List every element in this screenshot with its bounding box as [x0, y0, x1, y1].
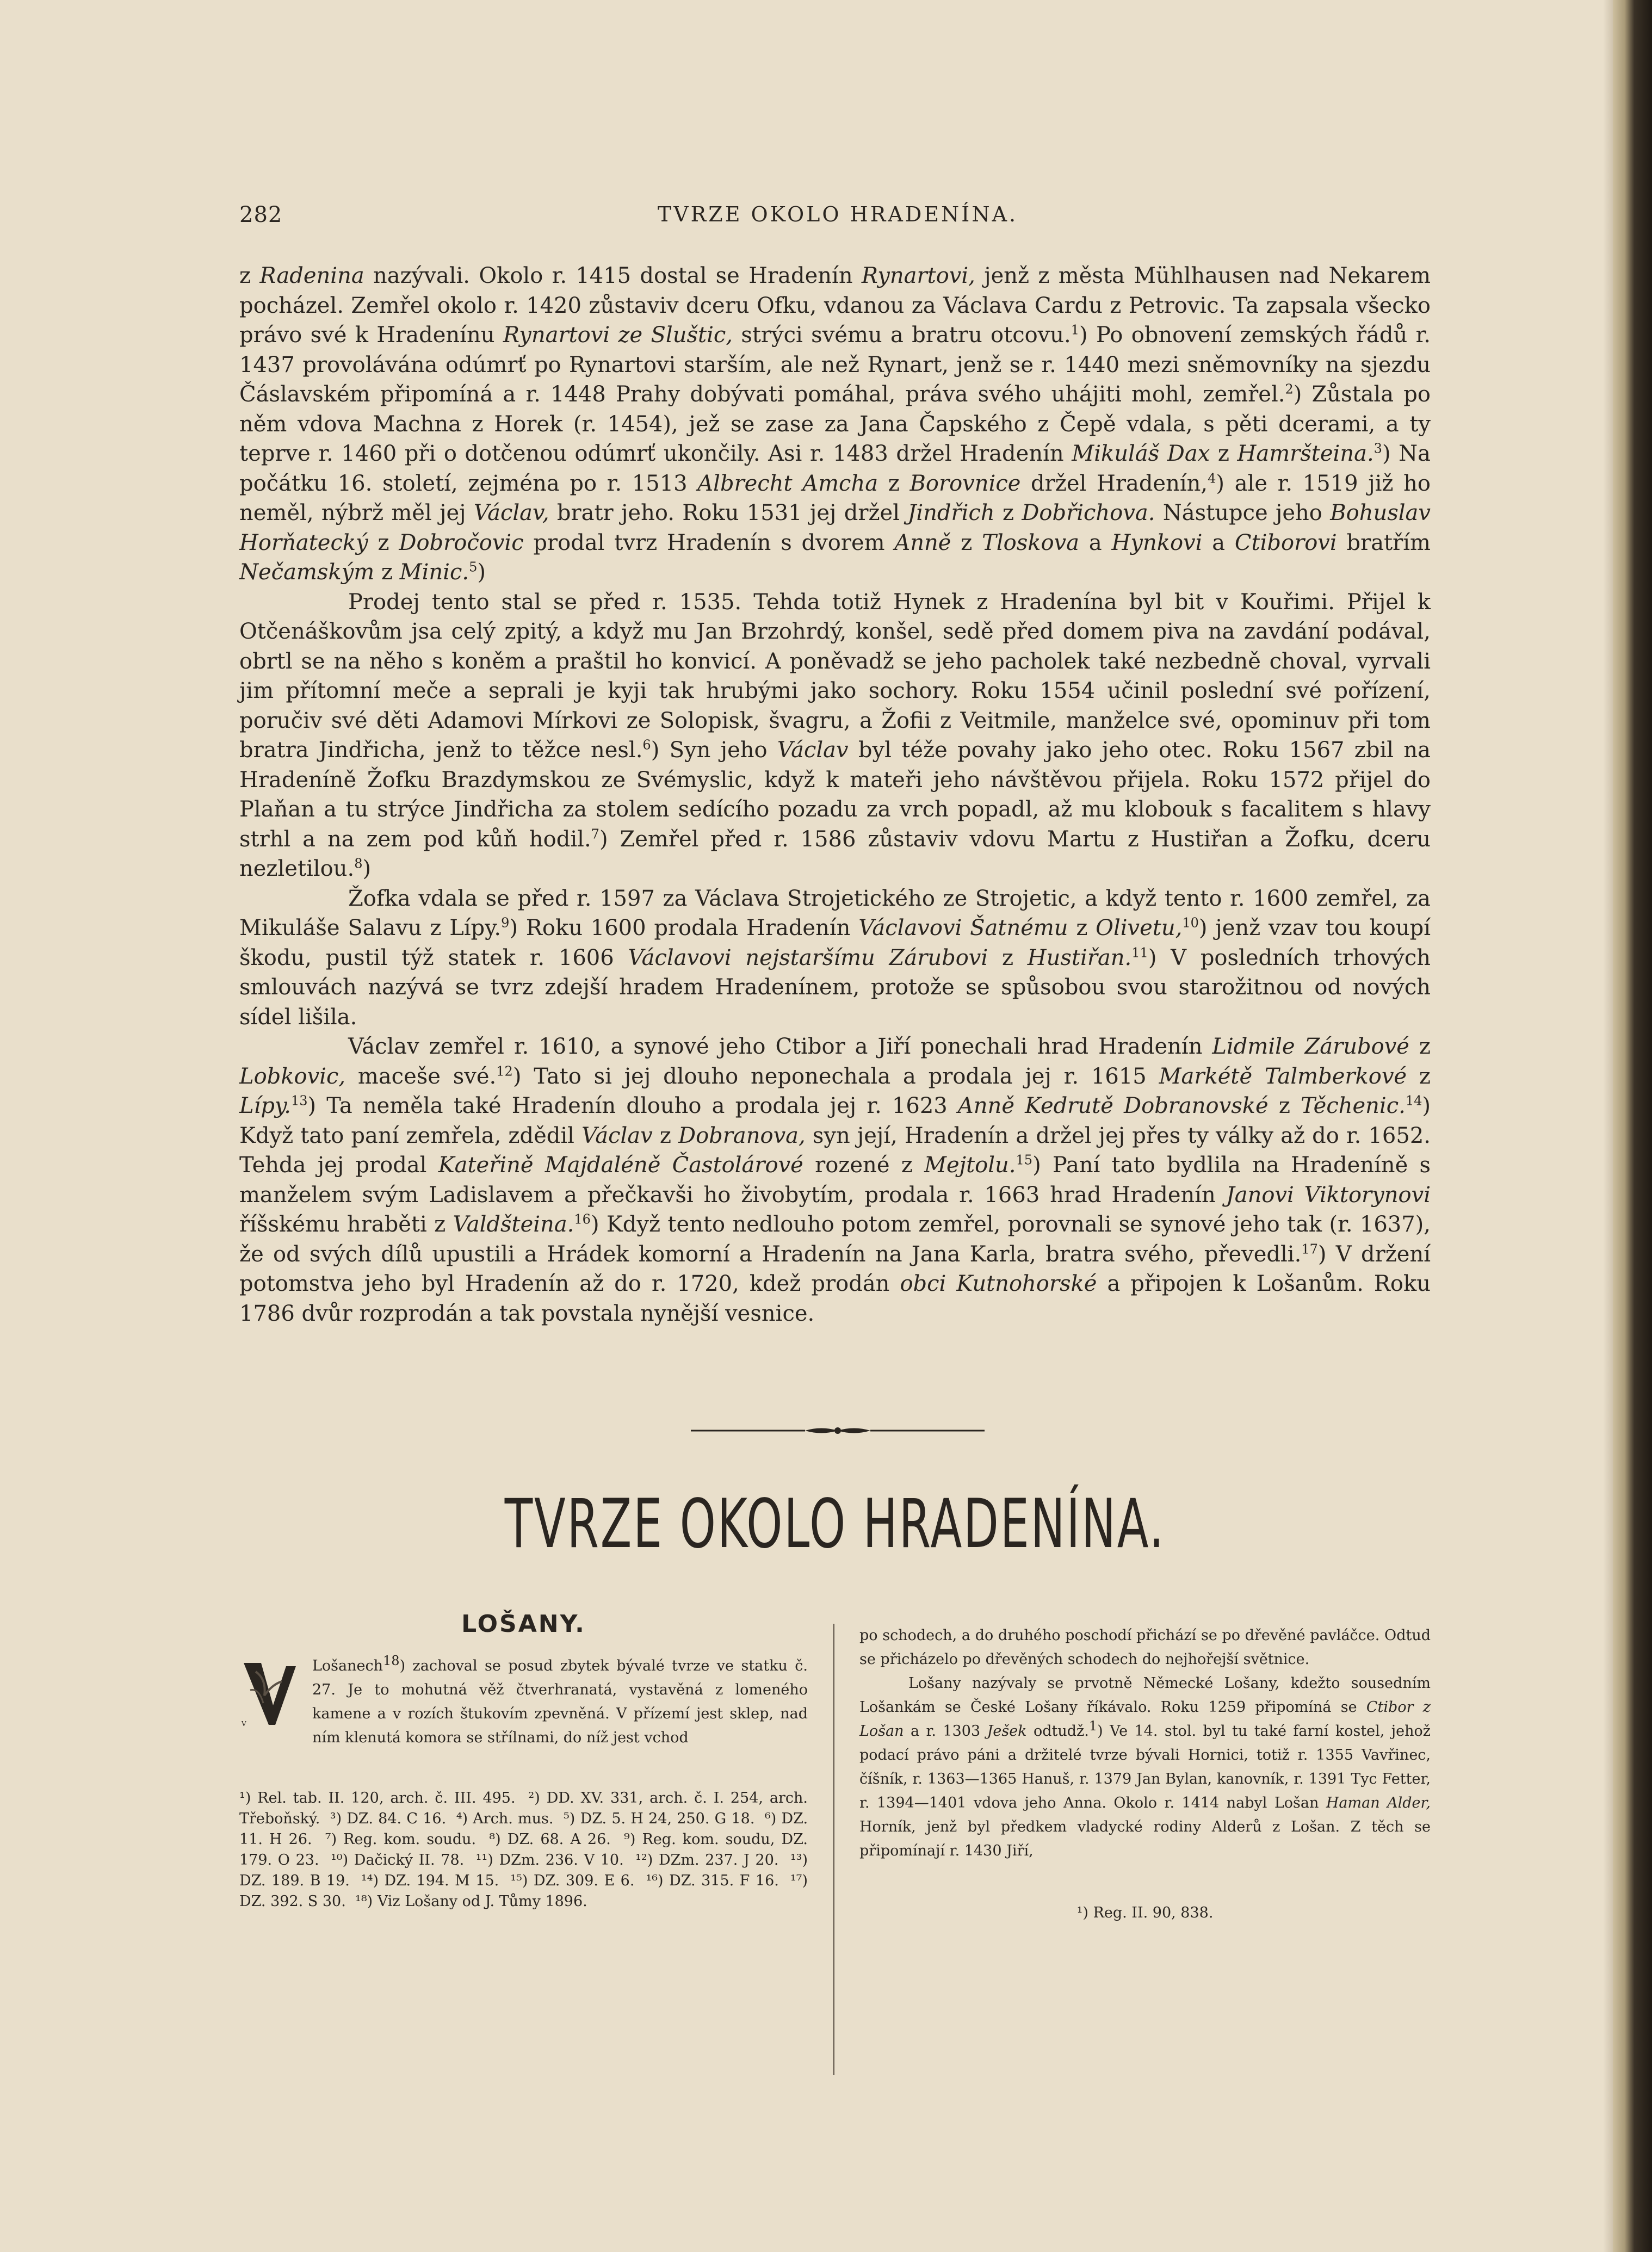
text: z — [1409, 1034, 1431, 1059]
text-italic: Olivetu, — [1096, 915, 1183, 941]
text: Nástupce jeho — [1155, 500, 1331, 525]
right-column — [859, 1624, 1431, 1925]
footnote: ¹²) DZm. 237. J 20. — [635, 1852, 779, 1869]
text: ) Zůstala po něm vdova Machna z Horek (r. 1454), jež se zase za Jana Čapského z Čepě vdala, s pěti dcerami, a ty teprve r. 1460 při o dotčenou odúmrť ukončily. Asi r. 1483 držel Hradenín — [239, 382, 1431, 466]
right-paragraph-2 — [859, 1672, 1431, 1863]
text: syn její, Hradenín a držel jej přes ty války až do r. 1652. Tehda jej prodal — [239, 1123, 1431, 1178]
footnote-ref: 3 — [1373, 441, 1382, 456]
footnote-ref: 5 — [469, 559, 478, 575]
footnote: ⁴) Arch. mus. — [456, 1810, 554, 1827]
footnote: ¹⁰) Dačický II. 78. — [330, 1852, 465, 1869]
text: ) V držení potomstva jeho byl Hradenín až do r. 1720, kdež prodán — [239, 1241, 1431, 1296]
paragraph-1 — [239, 261, 1431, 587]
footnote-ref: 14 — [1405, 1093, 1422, 1109]
gutter-shadow — [1603, 0, 1613, 2252]
footnote-ref: 7 — [591, 826, 599, 842]
text-italic: Bohuslav Horňatecký — [239, 500, 1431, 555]
text-italic: Ctibor z Lošan — [859, 1699, 1431, 1740]
main-text — [239, 261, 1431, 1328]
text-italic: Václavovi nejstaršímu Zárubovi — [628, 945, 988, 970]
text: z — [1210, 441, 1238, 466]
text-italic: Dobranova, — [678, 1123, 806, 1148]
footnote: ¹¹) DZm. 236. V 10. — [475, 1852, 624, 1869]
footnote-right: ¹) Reg. II. 90, 838. — [1076, 1904, 1214, 1921]
text: z — [368, 530, 399, 555]
text: ) zachoval se posud zbytek bývalé tvrze ve statku č. 27. Je to mohutná věž čtverhranatá, vystavěná z lomeného kamene a v rozích štukovím zpevněná. V přízemí jest sklep, nad ním klenutá komora se střílnami, do níž jest vchod — [312, 1657, 808, 1746]
footnote: ¹⁵) DZ. 309. E 6. — [510, 1872, 635, 1889]
ornament-divider-icon — [691, 1422, 985, 1439]
text: říšskému hraběti z — [239, 1212, 453, 1237]
text: z — [1407, 1063, 1431, 1089]
text: z — [239, 263, 260, 288]
footnote: ¹³) DZ. 189. B 19. — [239, 1852, 808, 1889]
text: ) Tato si jej dlouho neponechala a prodala jej r. 1615 — [512, 1063, 1159, 1089]
footnote: ¹⁴) DZ. 194. M 15. — [361, 1872, 499, 1889]
text: Žofka vdala se před r. 1597 za Václava Strojetického ze Strojetic, a když tento r. 1600 zemřel, za Mikuláše Salavu z Lípy. — [239, 886, 1431, 941]
text: bratřím — [1337, 530, 1431, 555]
right-paragraph-1: po schodech, a do druhého poschodí přichází se po dřevěné pavláčce. Odtud se přicházelo po dřevěných schodech do nejhořejší světnice. — [859, 1627, 1431, 1668]
column-divider — [833, 1624, 834, 2075]
text-italic: obci Kutnohorské — [900, 1271, 1097, 1296]
text: a r. 1303 — [904, 1723, 987, 1740]
footnote-ref: 17 — [1301, 1241, 1318, 1257]
footnote: ⁵) DZ. 5. H 24, 250. G 18. — [563, 1810, 755, 1827]
footnote: ¹⁶) DZ. 315. F 16. — [646, 1872, 779, 1889]
section-subheading: LOŠANY. — [461, 1610, 586, 1638]
footnote-ref: 15 — [1016, 1152, 1033, 1168]
text: z — [1268, 1093, 1301, 1118]
text-italic: Borovnice — [909, 471, 1021, 496]
text: byl téže povahy jako jeho otec. Roku 1567 zbil na Hradeníně Žofku Brazdymskou ze Svémyslic, když k mateři jeho návštěvou přijela. Roku 1572 přijel do Plaňan a tu strýce Jindřicha za stolem sedícího pozadu za vrch popadl, až mu klobouk s facalitem s hlavy strhl a na zem pod kůň hodil. — [239, 738, 1431, 852]
text: jenž z města Mühlhausen nad Nekarem pocházel. Zemřel okolo r. 1420 zůstaviv dceru Ofku, vdanou za Václava Cardu z Petrovic. Ta zapsala všecko právo své k Hradenínu — [239, 263, 1431, 348]
text: z — [652, 1123, 678, 1148]
text: strýci svému a bratru otcovu. — [733, 323, 1071, 348]
text-italic: Jindřich — [907, 500, 995, 525]
text: prodal tvrz Hradenín s dvorem — [523, 530, 895, 555]
text-italic: Hamršteina. — [1237, 441, 1374, 466]
text-italic: Lípy. — [239, 1093, 291, 1118]
dropcap-v-icon — [239, 1657, 305, 1728]
text: ) — [477, 560, 486, 585]
text-italic: Markétě Talmberkové — [1159, 1063, 1407, 1089]
text-italic: Rynartovi, — [861, 263, 975, 288]
text-italic: Haman Alder, — [1326, 1795, 1431, 1811]
text: ) Ve 14. stol. byl tu také farní kostel, jehož podací právo páni a držitelé tvrze bývali Hornici, totiž r. 1355 Vavřinec, číšník, r. 1363—1365 Hanuš, r. 1379 Jan Bylan, kanovník, r. 1391 Tyc Fetter, r. 1394—1401 vdova jeho Anna. Okolo r. 1414 nabyl Lošan — [859, 1723, 1431, 1811]
text-italic: Anně — [894, 530, 951, 555]
dropcap-letter: V — [242, 1720, 246, 1728]
footnote-ref: 2 — [1285, 381, 1294, 397]
footnote-ref: 9 — [501, 915, 510, 931]
text-italic: Václav, — [473, 500, 549, 525]
text: Prodej tento stal se před r. 1535. Tehda totiž Hynek z Hradenína byl bit v Kouřimi. Přijel k Otčenáškovům jsa celý zpitý, a když mu Jan Brzohrdý, konšel, sedě před domem piva na zavdání podával, obrtl se na něho s koněm a praštil ho konvicí. A poněvadž se jeho pacholek také nezbedně choval, vyrvali jim přítomní meče a seprali je kyji tak hrubými jako sochory. Roku 1554 učinil poslední své pořízení, poručiv své děti Adamovi Mírkovi ze Solopisk, švagru, a Žofii z Veitmile, manželce své, opominuv při tom bratra Jindřicha, jenž to těžce nesl. — [239, 589, 1431, 763]
text: ) Zemřel před r. 1586 zůstaviv vdovu Martu z Hustiřan a Žofku, dceru nezletilou. — [239, 826, 1431, 881]
text: nazývali. Okolo r. 1415 dostal se Hradenín — [364, 263, 862, 288]
text: z — [988, 945, 1028, 970]
footnote: ⁸) DZ. 68. A 26. — [489, 1831, 611, 1848]
text: Horník, jenž byl předkem vladycké rodiny Alderů z Lošan. Z těch se připomínají r. 1430 Jiří, — [859, 1818, 1431, 1859]
footnote-ref: 4 — [1208, 471, 1216, 486]
page-number: 282 — [239, 202, 283, 227]
footnote-ref: 11 — [1131, 945, 1148, 961]
text-italic: Albrecht Amcha — [697, 471, 878, 496]
text: ) ale r. 1519 již ho neměl, nýbrž měl jej — [239, 471, 1431, 525]
footnote-ref: 6 — [642, 737, 651, 753]
footnote: ³) DZ. 84. C 16. — [330, 1810, 447, 1827]
paragraph-4 — [239, 1032, 1431, 1328]
footnote: ²) DD. XV. 331, arch. č. I. 254, arch. Třeboňský. — [239, 1790, 808, 1827]
text-italic: Valdšteina. — [453, 1212, 574, 1237]
text: a — [1079, 530, 1112, 555]
paragraph-2 — [239, 587, 1431, 884]
text: rozené z — [803, 1153, 925, 1178]
text: ) Ta neměla také Hradenín dlouho a prodala jej r. 1623 — [307, 1093, 958, 1118]
text-italic: Rynartovi ze Sluštic, — [503, 323, 733, 348]
text-italic: Dobřichova. — [1022, 500, 1155, 525]
text-italic: Lobkovic, — [239, 1063, 346, 1089]
text-italic: Radenina — [259, 263, 364, 288]
text: ) Když tento nedlouho potom zemřel, porovnali se synové jeho tak (r. 1637), že od svých dílů upustili a Hrádek komorní a Hradenín na Jana Karla, bratra svého, převedli. — [239, 1212, 1431, 1267]
text: ) Na počátku 16. století, zejména po r. 1513 — [239, 441, 1431, 496]
text-italic: Ctiborovi — [1234, 530, 1337, 555]
footnotes — [239, 1788, 808, 1912]
footnote-ref: 1 — [1088, 1718, 1098, 1734]
text-italic: Dobročovic — [399, 530, 524, 555]
text-italic: Václavovi Šatnému — [858, 915, 1068, 941]
text: z — [374, 560, 400, 585]
text-italic: Hustiřan. — [1027, 945, 1132, 970]
footnote-ref: 18 — [383, 1653, 400, 1668]
section-title: TVRZE OKOLO HRADENÍNA. — [504, 1485, 1166, 1563]
text-italic: Kateřině Majdaléně Častolárové — [438, 1153, 803, 1178]
footnote-ref: 8 — [354, 856, 363, 871]
text: a připojen k Lošanům. Roku 1786 dvůr rozprodán a tak povstala nynější vesnice. — [239, 1271, 1431, 1326]
text: a — [1202, 530, 1235, 555]
text: ) V posledních trhových smlouvách nazývá se tvrz zdejší hradem Hradenínem, protože se spůsobou svou starožitnou od nových sídel lišila. — [239, 945, 1431, 1030]
text: ) Syn jeho — [651, 738, 777, 763]
text: ) Po obnovení zemských řádů r. 1437 provolávána odúmrť po Rynartovi starším, ale než Rynart, jenž se r. 1440 mezi sněmovníky na sjezdu Čáslavském připomíná a r. 1448 Prahy dobývati pomáhal, práva svého uhájiti mohl, zemřel. — [239, 323, 1431, 407]
text: držel Hradenín, — [1020, 471, 1208, 496]
text-italic: Václav — [581, 1123, 653, 1148]
footnote: ¹⁸) Viz Lošany od J. Tůmy 1896. — [355, 1893, 587, 1910]
text-italic: Tloskova — [982, 530, 1080, 555]
text-italic: Minic. — [399, 560, 469, 585]
text-italic: Anně Kedrutě Dobranovské — [957, 1093, 1269, 1118]
text-italic: Václav — [777, 738, 849, 763]
page-edge — [1613, 0, 1652, 2252]
text-italic: Mikuláš Dax — [1072, 441, 1210, 466]
running-head — [239, 202, 1431, 240]
text-italic: Janovi Viktorynovi — [1226, 1182, 1431, 1208]
left-column-text — [239, 1654, 808, 1750]
footnote: ⁶) DZ. 11. H 26. — [239, 1810, 808, 1848]
text: ) Když tato paní zemřela, zdědil — [239, 1093, 1431, 1148]
footnote-ref: 16 — [574, 1211, 591, 1227]
running-title: TVRZE OKOLO HRADENÍNA. — [657, 202, 1018, 226]
text-italic: Mejtolu. — [924, 1153, 1016, 1178]
footnote: ⁹) Reg. kom. soudu, DZ. 179. O 23. — [239, 1831, 808, 1869]
text: z — [951, 530, 982, 555]
footnote: ¹⁷) DZ. 392. S 30. — [239, 1872, 808, 1910]
footnote: ¹) Rel. tab. II. 120, arch. č. III. 495. — [239, 1790, 516, 1806]
paragraph-3 — [239, 884, 1431, 1032]
text-italic: Lidmile Zárubové — [1212, 1034, 1409, 1059]
text: ) Paní tato bydlila na Hradeníně s manželem svým Ladislavem a přečkavši ho živobytím, prodala r. 1663 hrad Hradenín — [239, 1153, 1431, 1208]
footnote: ⁷) Reg. kom. soudu. — [325, 1831, 477, 1848]
text: Lošany nazývaly se prvotně Německé Lošany, kdežto sousedním Lošankám se České Lošany říkávalo. Roku 1259 připomíná se — [859, 1675, 1431, 1716]
text: bratr jeho. Roku 1531 jej držel — [549, 500, 908, 525]
text-italic: Nečamským — [239, 560, 375, 585]
left-column — [239, 1610, 808, 1912]
footnote-ref: 12 — [496, 1063, 513, 1079]
text: odtudž. — [1026, 1723, 1089, 1740]
text: z — [1068, 915, 1096, 941]
text-italic: Těchenic. — [1301, 1093, 1406, 1118]
footnote-ref: 10 — [1182, 915, 1199, 931]
text: ) jenž vzav tou koupí škodu, pustil týž statek r. 1606 — [239, 915, 1431, 970]
footnote-ref: 13 — [290, 1093, 308, 1109]
text: Václav zemřel r. 1610, a synové jeho Ctibor a Jiří ponechali hrad Hradenín — [348, 1034, 1212, 1059]
text: ) Roku 1600 prodala Hradenín — [509, 915, 859, 941]
text: maceše své. — [345, 1063, 497, 1089]
text: z — [994, 500, 1022, 525]
text: ) — [362, 856, 372, 881]
footnote-ref: 1 — [1071, 322, 1080, 338]
text-italic: Hynkovi — [1111, 530, 1203, 555]
text: z — [878, 471, 910, 496]
text-italic: Ješek — [987, 1723, 1027, 1740]
text: Lošanech — [312, 1657, 383, 1674]
